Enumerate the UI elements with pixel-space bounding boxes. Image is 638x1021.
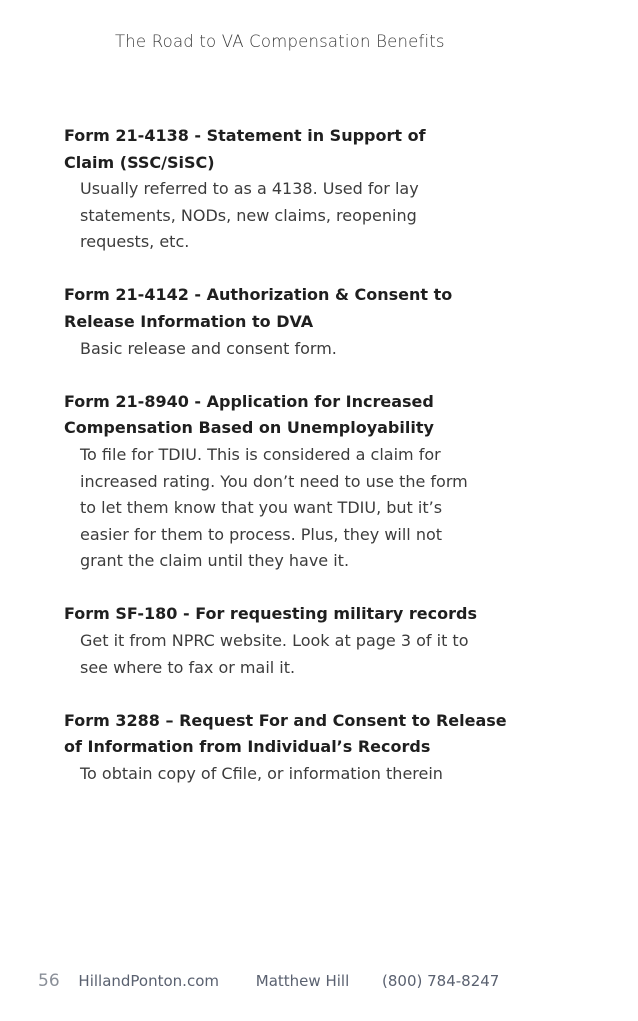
running-header: The Road to VA Compensation Benefits [115,32,445,51]
form-description: Usually referred to as a 4138. Used for lay statements, NODs, new claims, reopening requests, etc. [80,179,419,252]
form-entry-21-4138 [64,123,534,256]
page-number: 56 [38,971,60,991]
form-title: Form 21-8940 - Application for Increased Compensation Based on Unemployability [64,391,434,438]
form-description: Get it from NPRC website. Look at page 3 of it to see where to fax or mail it. [80,631,469,677]
form-entry-21-8940 [64,389,534,575]
form-entry-3288 [64,708,534,788]
form-title: Form 3288 – Request For and Consent to Release of Information from Individual’s Records [64,710,507,757]
form-description: To obtain copy of Cfile, or information therein [80,763,443,783]
form-title: Form 21-4142 - Authorization & Consent to Release Information to DVA [64,285,453,332]
form-title: Form 21-4138 - Statement in Support of Claim (SSC/SiSC) [64,126,426,172]
footer-website: HillandPonton.com [78,972,219,990]
footer-phone: (800) 784-8247 [382,972,500,990]
form-description: To file for TDIU. This is considered a claim for increased rating. You don’t need to use the form to let them know that you want TDIU, but it’s easier for them to process. Plus, they will not grant the claim until they have it. [80,444,468,571]
form-title: Form SF-180 - For requesting military records [64,604,477,624]
footer-author: Matthew Hill [255,972,350,990]
form-description: Basic release and consent form. [80,338,337,358]
form-entry-sf-180 [64,601,534,681]
form-entry-21-4142 [64,282,534,362]
page-footer [38,971,499,991]
form-list [64,123,534,814]
